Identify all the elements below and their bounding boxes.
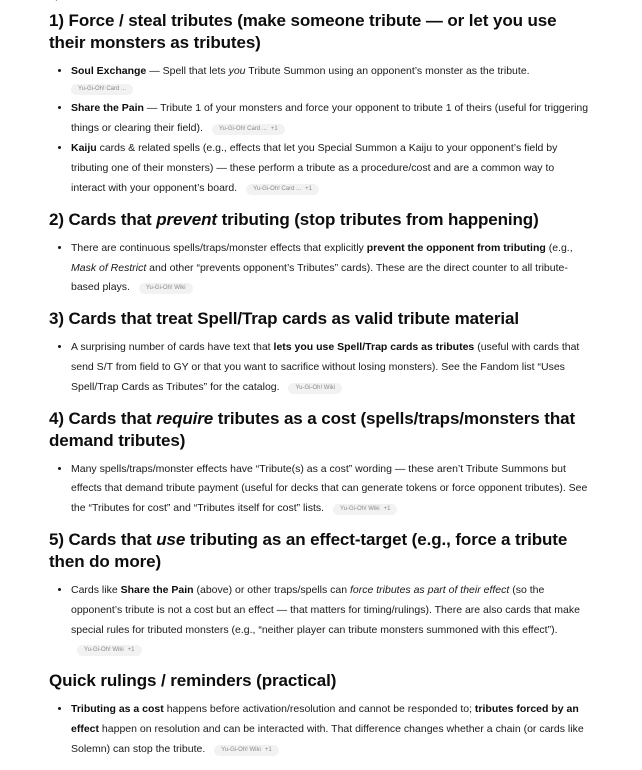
heading-part: tributing as an effect-target (e.g., force a tribute then do more) bbox=[49, 529, 568, 571]
item-text: and other “prevents opponent’s Tributes” cards). These are the direct counter to all tribute-based plays. bbox=[71, 261, 568, 294]
item-text: (useful with cards that send S/T from field to GY or that you want to sacrifice without losing monsters). See the Fandom list “Uses Spell/Trap Cards as Tributes” for the catalog. bbox=[71, 341, 580, 393]
list-item-share-the-pain bbox=[71, 99, 589, 139]
bullet-list bbox=[49, 338, 589, 397]
section-use-tributing-effect bbox=[49, 529, 589, 660]
heading-part: 2) Cards that bbox=[49, 209, 157, 229]
source-label: Yu-Gi-Oh! Card ... bbox=[218, 125, 267, 132]
section-heading: 1) Force / steal tributes (make someone tribute — or let you use their monsters as tributes) bbox=[49, 11, 557, 52]
heading-emphasis: use bbox=[156, 529, 186, 549]
bold-text: lets you use Spell/Trap cards as tributes bbox=[273, 341, 475, 354]
heading-part: 4) Cards that bbox=[49, 408, 157, 428]
list-item-kaiju bbox=[71, 139, 589, 198]
heading-part: tributes as a cost (spells/traps/monsters that demand tributes) bbox=[49, 408, 576, 450]
bold-text: tributes forced by an effect bbox=[71, 703, 579, 735]
source-extra-count: +1 bbox=[127, 647, 135, 654]
source-label: Yu-Gi-Oh! Card ... bbox=[78, 85, 127, 92]
heading-emphasis: prevent bbox=[156, 209, 217, 229]
section-spell-trap-tribute-material bbox=[49, 308, 589, 397]
item-text: — Tribute 1 of your monsters and force your opponent to tribute 1 of theirs (useful for triggering things or clearing their field). bbox=[71, 101, 589, 134]
source-citation-chip[interactable] bbox=[288, 383, 342, 394]
item-text: Cards like bbox=[71, 583, 121, 596]
source-citation-chip[interactable] bbox=[333, 504, 398, 515]
bullet-list bbox=[49, 460, 589, 519]
section-heading: 3) Cards that treat Spell/Trap cards as valid tribute material bbox=[49, 309, 519, 329]
heading-part: 5) Cards that bbox=[49, 529, 157, 549]
source-extra-count: +1 bbox=[383, 506, 391, 513]
list-item bbox=[71, 581, 589, 660]
source-extra-count: +1 bbox=[264, 746, 272, 753]
bold-text: Tributing as a cost bbox=[71, 703, 164, 716]
item-text: There are continuous spells/traps/monster effects that explicitly bbox=[71, 241, 367, 254]
card-name: Soul Exchange bbox=[71, 65, 147, 77]
source-extra-count: +1 bbox=[305, 185, 312, 192]
section-heading bbox=[49, 529, 589, 573]
source-citation-chip[interactable] bbox=[77, 645, 142, 656]
list-item bbox=[71, 460, 589, 519]
item-text: happen on resolution and can be interacted with. That difference changes whether a chain (or cards like Solemn) can stop the tribute. bbox=[71, 722, 584, 755]
card-name-italic: Mask of Restrict bbox=[71, 261, 147, 274]
bullet-list bbox=[49, 239, 589, 298]
card-name: Share the Pain bbox=[71, 101, 144, 114]
source-label: Yu-Gi-Oh! Wiki bbox=[221, 746, 261, 753]
item-text: — Spell that lets bbox=[146, 65, 229, 77]
section-prevent-tributing bbox=[49, 209, 589, 298]
emphasis-text: force tributes as part of their effect bbox=[349, 583, 510, 596]
source-label: Yu-Gi-Oh! Wiki bbox=[84, 647, 124, 654]
bullet-list bbox=[49, 581, 589, 660]
card-name: Share the Pain bbox=[120, 583, 194, 596]
emphasis-text: you bbox=[228, 65, 246, 77]
source-citation-chip[interactable] bbox=[71, 84, 133, 95]
source-citation-chip[interactable] bbox=[212, 124, 285, 135]
item-text: cards & related spells (e.g., effects that let you Special Summon a Kaiju to your opponent’s field by tributing one of their monsters) — these perform a tribute as a procedure/cost and are a common way to interact with your opponent’s board. bbox=[71, 142, 558, 194]
bullet-list bbox=[49, 700, 589, 759]
item-text: A surprising number of cards have text that bbox=[71, 341, 274, 354]
heading-emphasis: require bbox=[156, 408, 214, 428]
item-text: (e.g., bbox=[545, 241, 573, 254]
section-heading bbox=[49, 408, 589, 452]
card-name: Kaiju bbox=[71, 142, 97, 155]
list-item-soul-exchange bbox=[71, 62, 589, 95]
source-label: Yu-Gi-Oh! Card ... bbox=[253, 185, 302, 192]
source-label: Yu-Gi-Oh! Wiki bbox=[295, 384, 336, 391]
list-item bbox=[71, 700, 589, 759]
source-label: Yu-Gi-Oh! Wiki bbox=[145, 285, 186, 292]
list-item bbox=[71, 239, 589, 298]
bold-text: prevent the opponent from tributing bbox=[366, 241, 546, 254]
section-force-steal-tributes bbox=[49, 10, 589, 199]
section-heading: Quick rulings / reminders (practical) bbox=[49, 671, 337, 691]
section-quick-rulings bbox=[49, 670, 589, 759]
source-citation-chip[interactable] bbox=[139, 283, 193, 294]
item-text: happens before activation/resolution and cannot be responded to; bbox=[163, 703, 475, 716]
list-item bbox=[71, 338, 589, 397]
intro-tail-text bbox=[49, 0, 589, 4]
answer-content bbox=[49, 0, 589, 770]
section-heading bbox=[49, 209, 589, 231]
section-require-tributes-cost bbox=[49, 408, 589, 519]
bullet-list bbox=[49, 62, 589, 199]
item-text: Tribute Summon using an opponent’s monster as the tribute. bbox=[245, 65, 530, 77]
item-text: (above) or other traps/spells can bbox=[193, 583, 350, 596]
source-citation-chip[interactable] bbox=[214, 745, 279, 756]
source-extra-count: +1 bbox=[270, 125, 278, 132]
source-citation-chip[interactable] bbox=[246, 184, 319, 195]
heading-part: tributing (stop tributes from happening) bbox=[216, 209, 539, 229]
item-text: Many spells/traps/monster effects have “Tribute(s) as a cost” wording — these aren’t Tribute Summons but effects that demand tribute payment (useful for decks that can generate tokens or force opponent tributes). See the “Tributes for cost” and “Tributes itself for cost” lists. bbox=[71, 462, 588, 515]
source-label: Yu-Gi-Oh! Wiki bbox=[339, 506, 380, 513]
item-text: (so the opponent’s tribute is not a cost but an effect — that matters for timing/rulings). There are also cards that make special rules for tributed monsters (e.g., “neither player can tribute monsters summoned with this effect”). bbox=[71, 583, 580, 636]
